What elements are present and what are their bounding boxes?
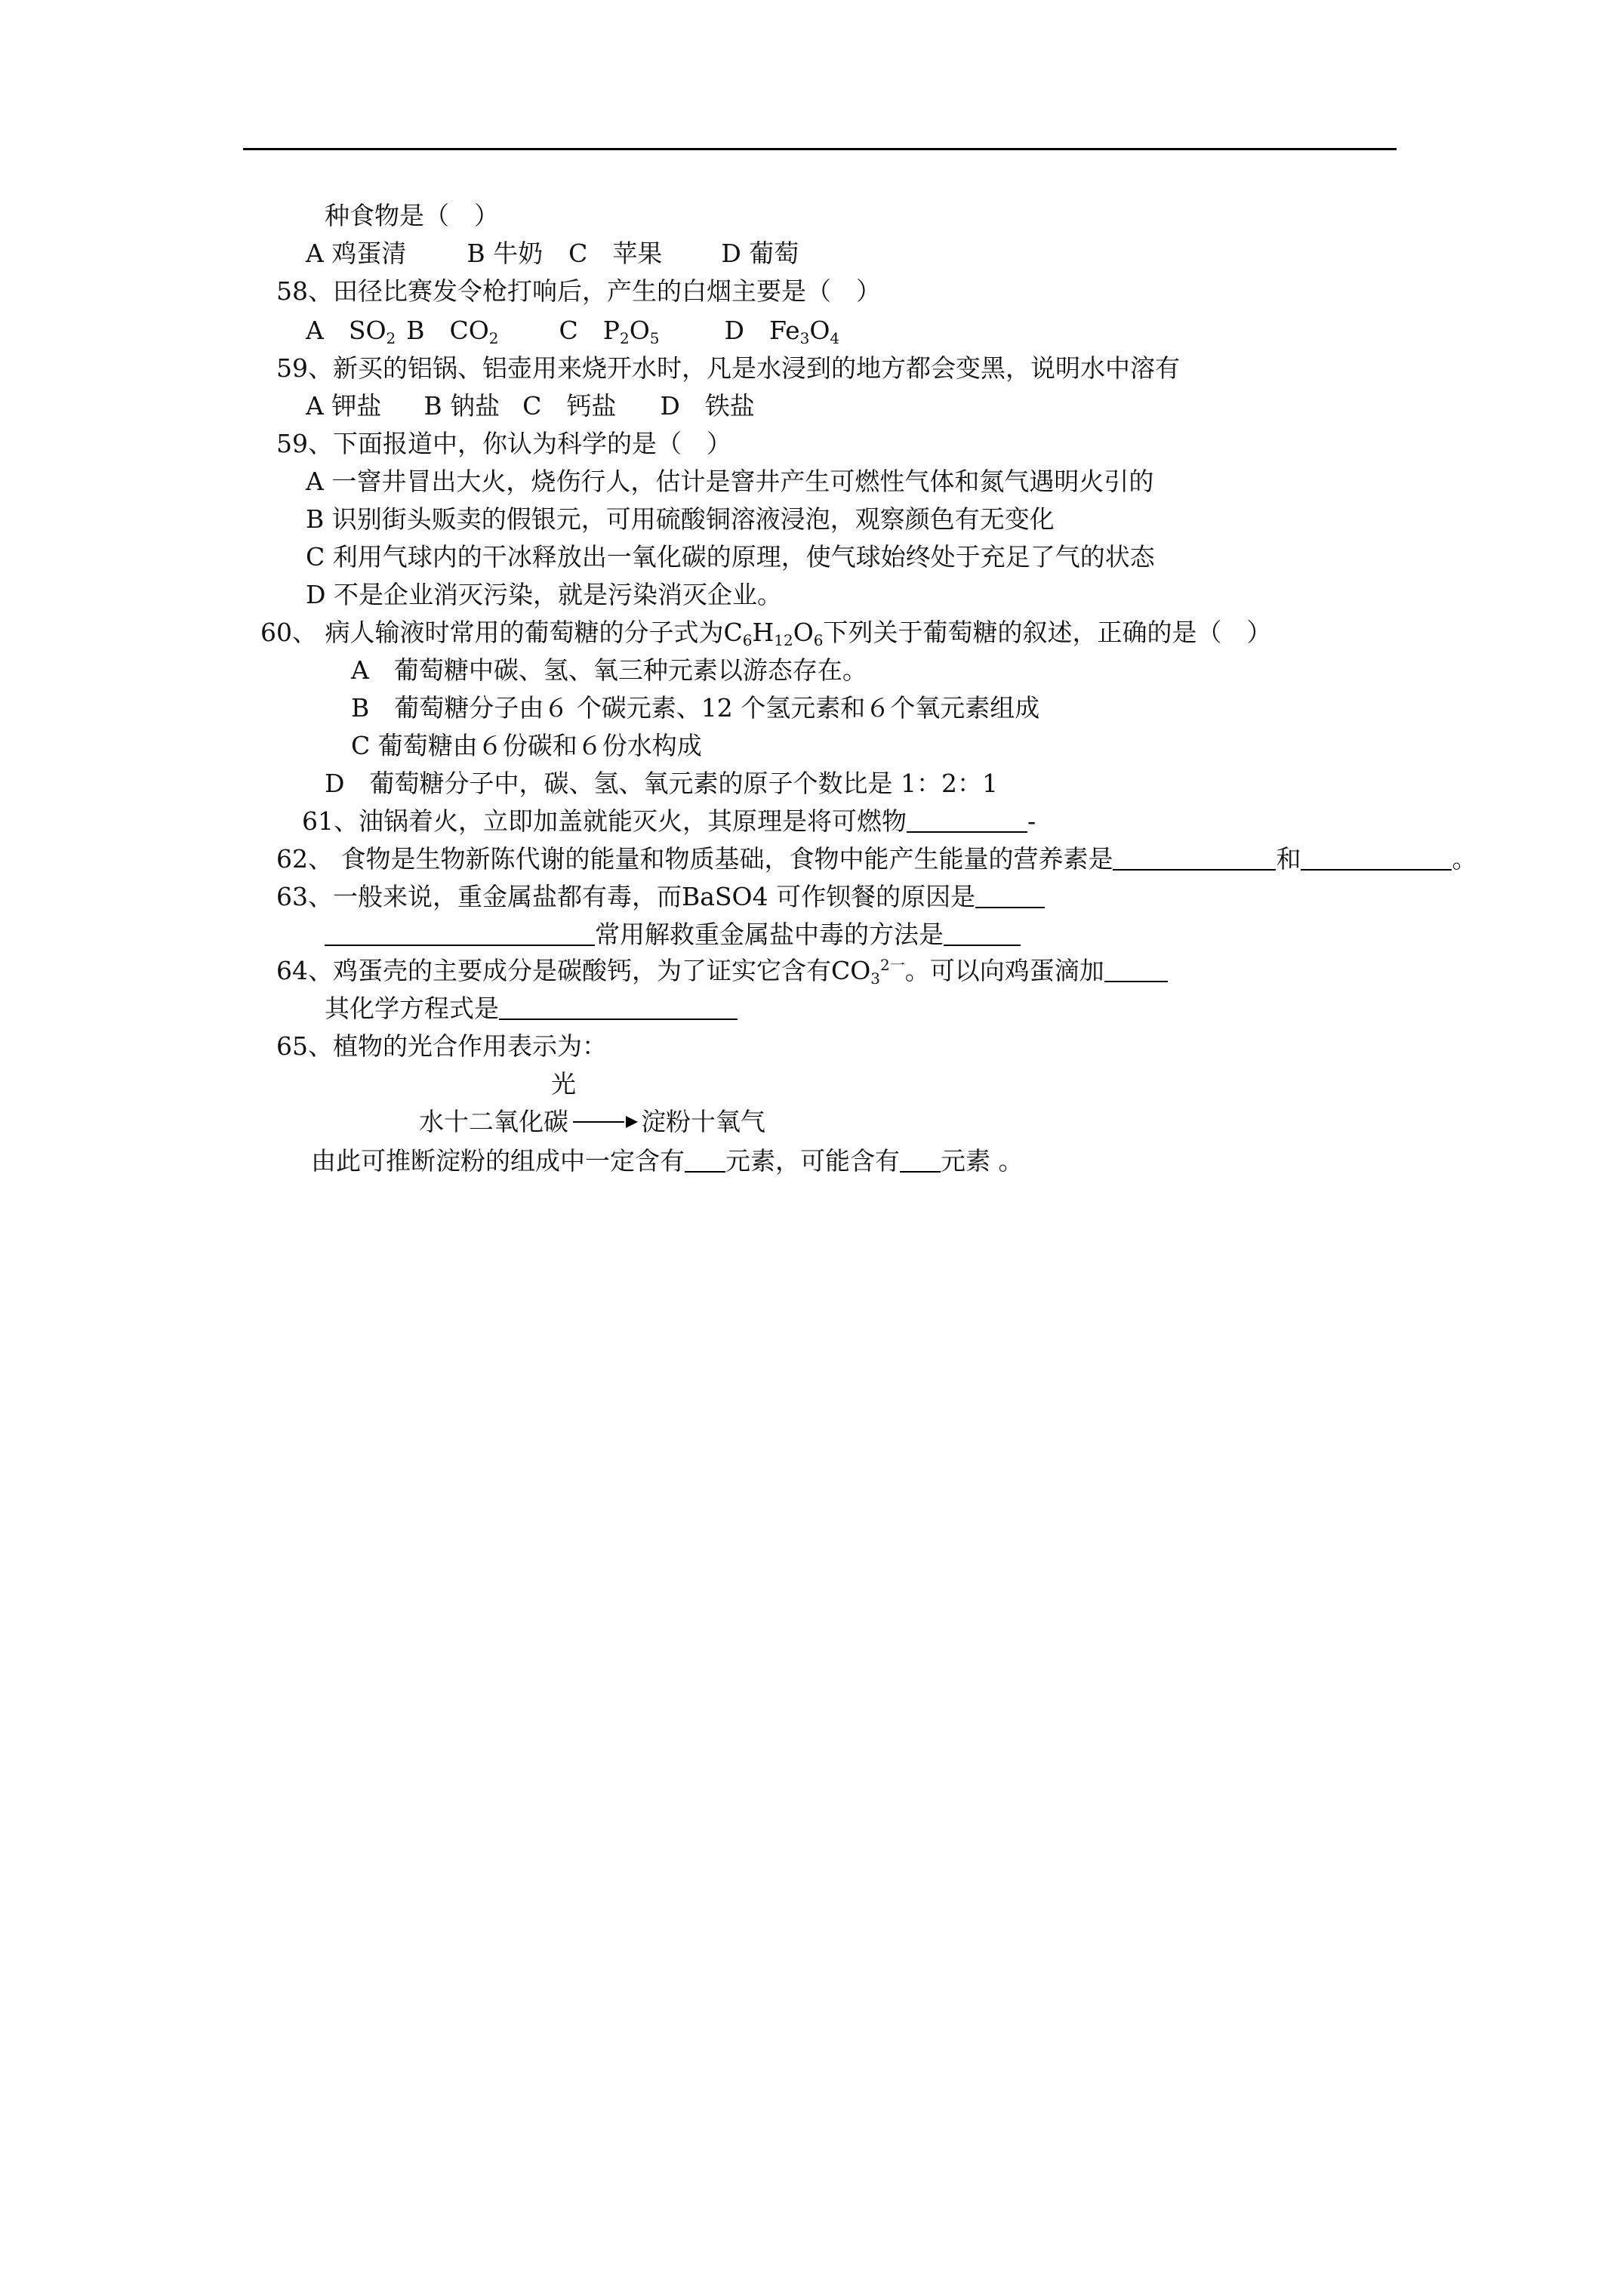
answer-blank bbox=[944, 922, 1021, 946]
photosynthesis-equation: 水十二氧化碳 淀粉十氧气 bbox=[419, 1107, 765, 1136]
question-65: 65、植物的光合作用表示为： bbox=[276, 1031, 607, 1061]
question-60-option-d: D 葡萄糖分子中，碳、氢、氧元素的原子个数比是 1：2：1 bbox=[325, 769, 998, 798]
answer-blank bbox=[1104, 958, 1168, 982]
answer-blank bbox=[685, 1148, 725, 1173]
reaction-condition: 光 bbox=[551, 1069, 576, 1099]
header-rule bbox=[243, 148, 1397, 150]
question-63: 63、一般来说，重金属盐都有毒，而BaSO4 可作钡餐的原因是 bbox=[276, 882, 1045, 912]
question-59b-option-c: C 利用气球内的干冰释放出一氧化碳的原理，使气球始终处于充足了气的状态 bbox=[306, 542, 1155, 572]
question-58: 58、田径比赛发令枪打响后，产生的白烟主要是（ ） bbox=[276, 276, 881, 306]
question-59b-option-d: D 不是企业消灭污染，就是污染消灭企业。 bbox=[306, 580, 782, 609]
answer-blank bbox=[900, 1148, 941, 1173]
option-b: B 牛奶 bbox=[467, 239, 544, 268]
question-59b-option-a: A 一窨井冒出大火，烧伤行人，估计是窨井产生可燃性气体和氮气遇明火引的 bbox=[306, 467, 1154, 496]
option-d: D 葡萄 bbox=[721, 239, 799, 268]
option-c: C 苹果 bbox=[568, 239, 663, 268]
question-64: 64、鸡蛋壳的主要成分是碳酸钙，为了证实它含有$CO_3^{2一}$。可以向鸡蛋滴加 bbox=[276, 956, 1168, 986]
question-59b: 59、下面报道中，你认为科学的是（ ） bbox=[276, 429, 731, 458]
question-59a-options: A 钾盐 B 钠盐 C 钙盐 D 铁盐 bbox=[306, 391, 755, 421]
reaction-arrow-icon bbox=[573, 1121, 624, 1123]
question-61: 61、油锅着火，立即加盖就能灭火，其原理是将可燃物 - bbox=[302, 806, 1036, 836]
question-65-conclusion: 由此可推断淀粉的组成中一定含有 元素，可能含有 元素 。 bbox=[311, 1146, 1024, 1176]
answer-blank bbox=[907, 809, 1027, 833]
question-60-option-b: B 葡萄糖分子由６ 个碳元素、12 个氢元素和６个氧元素组成 bbox=[351, 693, 1040, 723]
answer-blank bbox=[325, 922, 595, 946]
question-58-options: A $SO_2$ B $CO_2$ C $P_2O_5$ D $Fe_3O_4$ bbox=[306, 316, 840, 347]
question-57-options bbox=[306, 239, 799, 269]
question-60: 60、 病人输液时常用的葡萄糖的分子式为$C_6H_{12}O_6$下列关于葡萄糖的叙述，正确的是（ ） bbox=[260, 618, 1272, 649]
question-64-line2: 其化学方程式是 bbox=[325, 994, 738, 1024]
question-62: 62、 食物是生物新陈代谢的能量和物质基础，食物中能产生能量的营养素是 和 。 bbox=[276, 844, 1477, 874]
question-59a: 59、新买的铝锅、铝壶用来烧开水时，凡是水浸到的地方都会变黑，说明水中溶有 bbox=[276, 353, 1180, 383]
answer-blank bbox=[1113, 846, 1276, 871]
question-60-option-a: A 葡萄糖中碳、氢、氧三种元素以游态存在。 bbox=[351, 655, 867, 685]
question-60-option-c: C 葡萄糖由６份碳和６份水构成 bbox=[351, 731, 702, 760]
option-a: A 鸡蛋清 bbox=[306, 239, 407, 268]
question-63-line2: 常用解救重金属盐中毒的方法是 bbox=[325, 920, 1021, 950]
answer-blank bbox=[1301, 846, 1452, 871]
question-57-continuation: 种食物是（ ） bbox=[325, 201, 499, 230]
question-59b-option-b: B 识别街头贩卖的假银元，可用硫酸铜溶液浸泡，观察颜色有无变化 bbox=[306, 504, 1055, 534]
answer-blank bbox=[975, 884, 1045, 908]
answer-blank bbox=[499, 996, 738, 1020]
arrowhead-icon bbox=[626, 1116, 638, 1128]
